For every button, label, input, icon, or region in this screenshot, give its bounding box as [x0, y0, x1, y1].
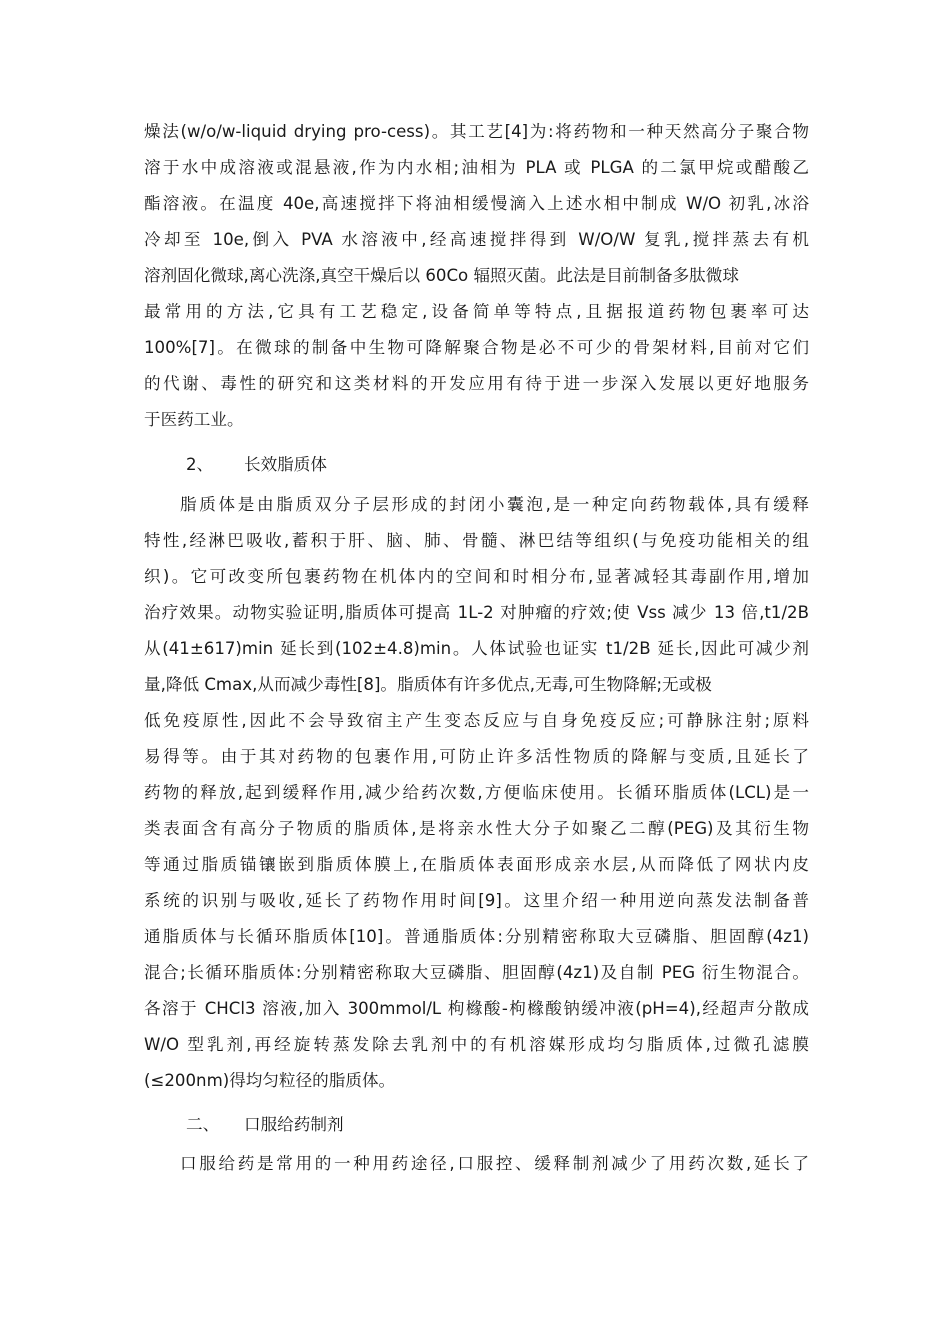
body-text-line: 燥法(w/o/w-liquid drying pro-cess)。其工艺[4]为:将药物和一种天然高分子聚合物 [144, 122, 809, 141]
body-text-line: 混合;长循环脂质体:分别精密称取大豆磷脂、胆固醇(4z1)及自制 PEG 衍生物混合。 [144, 963, 809, 982]
body-text-line: 易得等。由于其对药物的包裹作用,可防止许多活性物质的降解与变质,且延长了 [144, 747, 809, 766]
body-text-line: 系统的识别与吸收,延长了药物作用时间[9]。这里介绍一种用逆向蒸发法制备普 [144, 891, 809, 910]
body-text-line: 最常用的方法,它具有工艺稳定,设备简单等特点,且据报道药物包裹率可达 [144, 302, 809, 321]
body-text-line: (≤200nm)得均匀粒径的脂质体。 [144, 1071, 396, 1090]
body-text-line: 于医药工业。 [144, 410, 244, 429]
section-heading [186, 1114, 344, 1136]
body-text-line: 酯溶液。在温度 40e,高速搅拌下将油相缓慢滴入上述水相中制成 W/O 初乳,冰浴 [144, 194, 809, 213]
body-text-line: 通脂质体与长循环脂质体[10]。普通脂质体:分别精密称取大豆磷脂、胆固醇(4z1) [144, 927, 809, 946]
body-text-line: 各溶于 CHCl3 溶液,加入 300mmol/L 枸橼酸-枸橼酸钠缓冲液(pH=4),经超声分散成 [144, 999, 809, 1018]
body-text-line: 口服给药是常用的一种用药途径,口服控、缓释制剂减少了用药次数,延长了 [180, 1154, 809, 1173]
body-text-line: 的代谢、毒性的研究和这类材料的开发应用有待于进一步深入发展以更好地服务 [144, 374, 809, 393]
section-number: 2、 [186, 455, 214, 474]
body-text-line: 低免疫原性,因此不会导致宿主产生变态反应与自身免疫反应;可静脉注射;原料 [144, 711, 809, 730]
body-text-line: 类表面含有高分子物质的脂质体,是将亲水性大分子如聚乙二醇(PEG)及其衍生物 [144, 819, 809, 838]
section-title: 长效脂质体 [244, 455, 327, 474]
body-text-line: 治疗效果。动物实验证明,脂质体可提高 1L-2 对肿瘤的疗效;使 Vss 减少 13 倍,t1/2B [144, 603, 809, 622]
body-text-line: 脂质体是由脂质双分子层形成的封闭小囊泡,是一种定向药物载体,具有缓释 [180, 495, 809, 514]
section-heading [186, 454, 327, 476]
body-text-line: 溶于水中成溶液或混悬液,作为内水相;油相为 PLA 或 PLGA 的二氯甲烷或醋酸乙 [144, 158, 809, 177]
body-text-line: 100%[7]。在微球的制备中生物可降解聚合物是必不可少的骨架材料,目前对它们 [144, 338, 809, 357]
body-text-line: 药物的释放,起到缓释作用,减少给药次数,方便临床使用。长循环脂质体(LCL)是一 [144, 783, 809, 802]
body-text-line: 冷却至 10e,倒入 PVA 水溶液中,经高速搅拌得到 W/O/W 复乳,搅拌蒸去有机 [144, 230, 809, 249]
body-text-line: 织)。它可改变所包裹药物在机体内的空间和时相分布,显著减轻其毒副作用,增加 [144, 567, 809, 586]
body-text-line: 溶剂固化微球,离心洗涤,真空干燥后以 60Co 辐照灭菌。此法是目前制备多肽微球 [144, 266, 739, 285]
body-text-line: 量,降低 Cmax,从而减少毒性[8]。脂质体有许多优点,无毒,可生物降解;无或极 [144, 675, 712, 694]
section-title: 口服给药制剂 [244, 1115, 344, 1134]
body-text-line: W/O 型乳剂,再经旋转蒸发除去乳剂中的有机溶媒形成均匀脂质体,过微孔滤膜 [144, 1035, 809, 1054]
body-text-line: 特性,经淋巴吸收,蓄积于肝、脑、肺、骨髓、淋巴结等组织(与免疫功能相关的组 [144, 531, 809, 550]
body-text-line: 从(41±617)min 延长到(102±4.8)min。人体试验也证实 t1/2B 延长,因此可减少剂 [144, 639, 809, 658]
section-number: 二、 [186, 1115, 220, 1134]
body-text-line: 等通过脂质锚镶嵌到脂质体膜上,在脂质体表面形成亲水层,从而降低了网状内皮 [144, 855, 809, 874]
